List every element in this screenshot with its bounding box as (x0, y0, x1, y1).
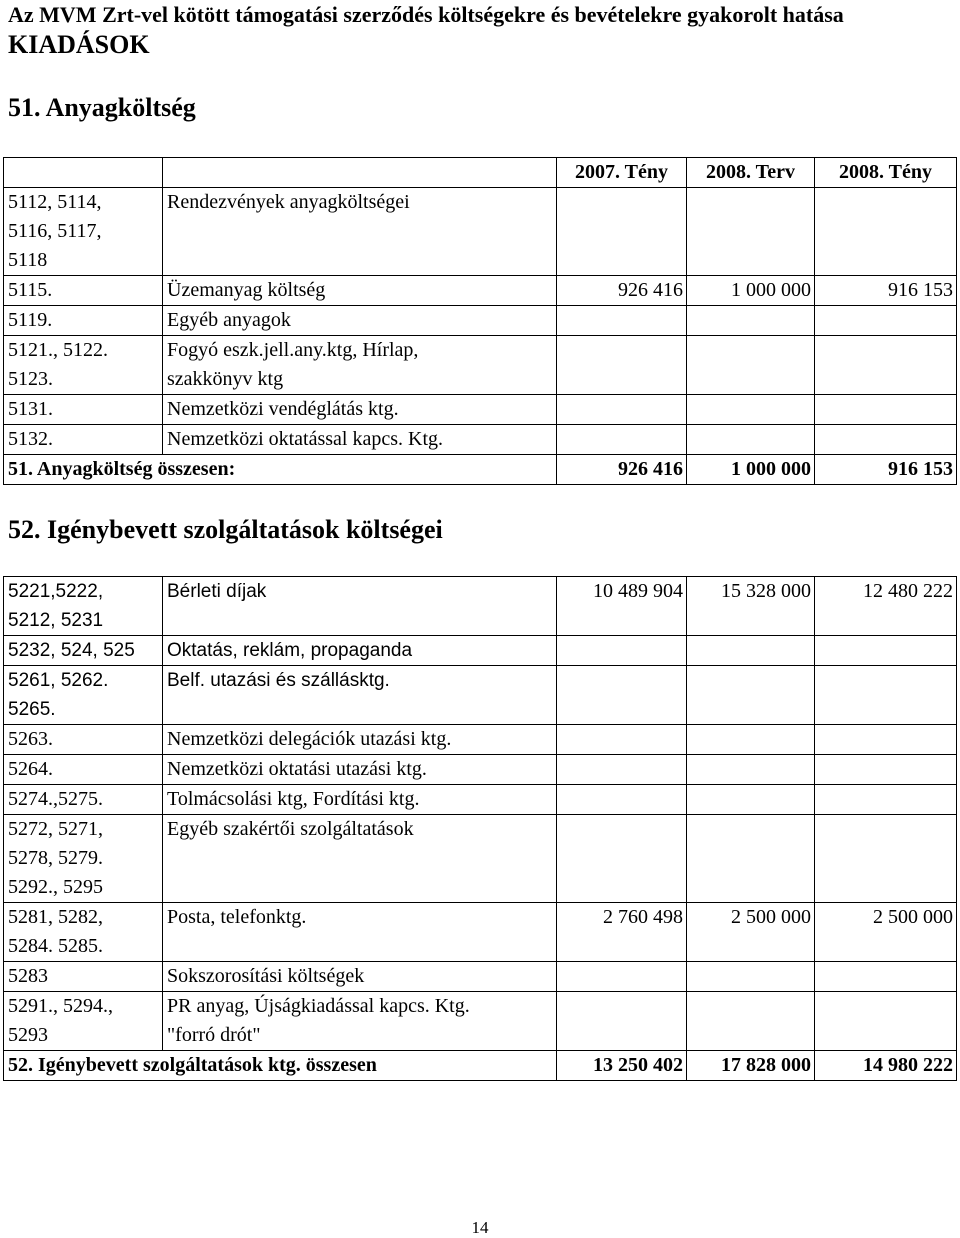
table-row (4, 992, 957, 1051)
table-row (4, 577, 957, 636)
value-2008-plan (687, 962, 815, 992)
row-label: Tolmácsolási ktg, Fordítási ktg. (163, 785, 557, 815)
value-2008 (815, 336, 957, 395)
value-2008-plan (687, 395, 815, 425)
total-2007: 13 250 402 (557, 1051, 687, 1081)
value-2007 (557, 336, 687, 395)
header-cell-code (4, 158, 163, 188)
value-2008 (815, 992, 957, 1051)
row-code: 5232, 524, 525 (4, 636, 163, 666)
total-2008: 14 980 222 (815, 1051, 957, 1081)
value-2008-plan (687, 336, 815, 395)
table-row (4, 725, 957, 755)
table-row (4, 188, 957, 276)
row-code: 5264. (4, 755, 163, 785)
value-2008 (815, 666, 957, 725)
value-2007 (557, 755, 687, 785)
row-label: Oktatás, reklám, propaganda (163, 636, 557, 666)
total-row (4, 455, 957, 485)
row-label: Egyéb szakértői szolgáltatások (163, 815, 557, 903)
value-2008: 12 480 222 (815, 577, 957, 636)
value-2007 (557, 815, 687, 903)
row-label: Fogyó eszk.jell.any.ktg, Hírlap, szakkönyv ktg (163, 336, 557, 395)
row-label: Nemzetközi oktatási utazási ktg. (163, 755, 557, 785)
page-number: 14 (471, 1218, 489, 1237)
total-label: 52. Igénybevett szolgáltatások ktg. összesen (4, 1051, 557, 1081)
value-2007 (557, 992, 687, 1051)
row-code: 5115. (4, 276, 163, 306)
value-2008 (815, 306, 957, 336)
value-2008: 2 500 000 (815, 903, 957, 962)
value-2008 (815, 962, 957, 992)
total-2008-plan: 1 000 000 (687, 455, 815, 485)
value-2008-plan (687, 755, 815, 785)
section-heading: KIADÁSOK (8, 30, 150, 59)
table-row (4, 636, 957, 666)
value-2008 (815, 395, 957, 425)
value-2008-plan (687, 725, 815, 755)
row-label: Nemzetközi oktatással kapcs. Ktg. (163, 425, 557, 455)
row-code: 5263. (4, 725, 163, 755)
row-code: 5291., 5294., 5293 (4, 992, 163, 1051)
value-2008-plan (687, 815, 815, 903)
value-2008-plan (687, 306, 815, 336)
row-code: 5221,5222, 5212, 5231 (4, 577, 163, 636)
table-51-anyagkoltseg (3, 157, 957, 485)
row-label: Bérleti díjak (163, 577, 557, 636)
table-row (4, 962, 957, 992)
total-label: 51. Anyagköltség összesen: (4, 455, 557, 485)
table-row (4, 276, 957, 306)
header-cell-label (163, 158, 557, 188)
row-label: Nemzetközi vendéglátás ktg. (163, 395, 557, 425)
value-2007 (557, 636, 687, 666)
value-2007 (557, 395, 687, 425)
row-code: 5283 (4, 962, 163, 992)
value-2008-plan (687, 666, 815, 725)
value-2008-plan (687, 992, 815, 1051)
value-2008-plan (687, 425, 815, 455)
row-code: 5119. (4, 306, 163, 336)
value-2008 (815, 636, 957, 666)
table-row (4, 425, 957, 455)
value-2008-plan: 1 000 000 (687, 276, 815, 306)
row-label: Üzemanyag költség (163, 276, 557, 306)
value-2007 (557, 306, 687, 336)
value-2008: 916 153 (815, 276, 957, 306)
value-2007: 10 489 904 (557, 577, 687, 636)
row-label: Belf. utazási és szállásktg. (163, 666, 557, 725)
value-2008 (815, 725, 957, 755)
header-cell-2008-teny: 2008. Tény (815, 158, 957, 188)
row-code: 5112, 5114, 5116, 5117, 5118 (4, 188, 163, 276)
row-code: 5261, 5262. 5265. (4, 666, 163, 725)
value-2008 (815, 425, 957, 455)
value-2008 (815, 755, 957, 785)
section-52-title: 52. Igénybevett szolgáltatások költségei (8, 515, 443, 544)
table-52-szolgaltatasok (3, 576, 957, 1081)
row-code: 5121., 5122. 5123. (4, 336, 163, 395)
document-title: Az MVM Zrt-vel kötött támogatási szerződés költségekre és bevételekre gyakorolt hatása (8, 2, 844, 27)
row-label: Rendezvények anyagköltségei (163, 188, 557, 276)
value-2007 (557, 725, 687, 755)
row-code: 5274.,5275. (4, 785, 163, 815)
row-label: PR anyag, Újságkiadással kapcs. Ktg. "forró drót" (163, 992, 557, 1051)
table-row (4, 306, 957, 336)
value-2008-plan (687, 636, 815, 666)
value-2008-plan (687, 188, 815, 276)
value-2008 (815, 785, 957, 815)
header-cell-2008-terv: 2008. Terv (687, 158, 815, 188)
row-code: 5131. (4, 395, 163, 425)
section-51-title: 51. Anyagköltség (8, 93, 196, 122)
total-2008-plan: 17 828 000 (687, 1051, 815, 1081)
row-code: 5272, 5271, 5278, 5279. 5292., 5295 (4, 815, 163, 903)
total-2007: 926 416 (557, 455, 687, 485)
total-2008: 916 153 (815, 455, 957, 485)
value-2008-plan: 15 328 000 (687, 577, 815, 636)
value-2007: 2 760 498 (557, 903, 687, 962)
value-2007 (557, 188, 687, 276)
table-header-row (4, 158, 957, 188)
header-cell-2007-teny: 2007. Tény (557, 158, 687, 188)
value-2007 (557, 962, 687, 992)
value-2008 (815, 815, 957, 903)
value-2007 (557, 785, 687, 815)
row-label: Posta, telefonktg. (163, 903, 557, 962)
value-2008-plan: 2 500 000 (687, 903, 815, 962)
row-label: Nemzetközi delegációk utazási ktg. (163, 725, 557, 755)
row-label: Egyéb anyagok (163, 306, 557, 336)
value-2007 (557, 425, 687, 455)
value-2007: 926 416 (557, 276, 687, 306)
row-label: Sokszorosítási költségek (163, 962, 557, 992)
row-code: 5132. (4, 425, 163, 455)
table-row (4, 785, 957, 815)
row-code: 5281, 5282, 5284. 5285. (4, 903, 163, 962)
value-2007 (557, 666, 687, 725)
table-row (4, 336, 957, 395)
table-row (4, 815, 957, 903)
table-row (4, 755, 957, 785)
total-row (4, 1051, 957, 1081)
value-2008-plan (687, 785, 815, 815)
table-row (4, 666, 957, 725)
value-2008 (815, 188, 957, 276)
table-row (4, 395, 957, 425)
table-row (4, 903, 957, 962)
